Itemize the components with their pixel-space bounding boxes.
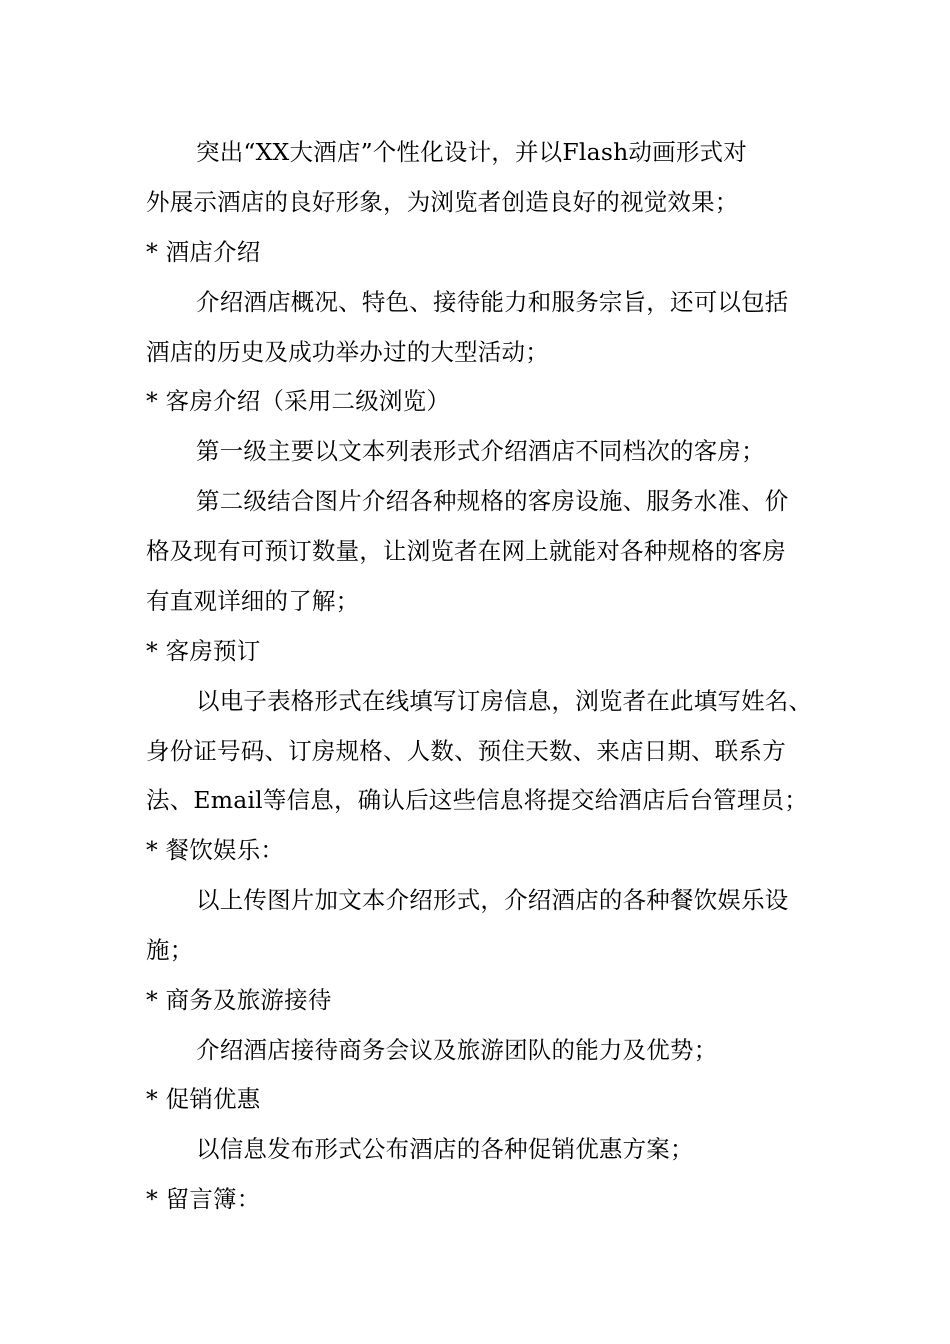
paragraph-line: 有直观详细的了解； <box>146 587 360 615</box>
paragraph-line: 第二级结合图片介绍各种规格的客房设施、服务水准、价 <box>196 487 789 515</box>
paragraph-line: 第一级主要以文本列表形式介绍酒店不同档次的客房； <box>196 437 765 465</box>
section-heading: * 商务及旅游接待 <box>146 986 332 1014</box>
section-heading: * 留言簿： <box>146 1185 261 1213</box>
section-heading: * 客房介绍（采用二级浏览） <box>146 387 451 415</box>
paragraph-line: 身份证号码、订房规格、人数、预住天数、来店日期、联系方 <box>146 737 786 765</box>
section-heading: * 餐饮娱乐： <box>146 836 285 864</box>
paragraph-line: 酒店的历史及成功举办过的大型活动； <box>146 338 549 366</box>
paragraph-line: 介绍酒店接待商务会议及旅游团队的能力及优势； <box>196 1036 718 1064</box>
section-heading: * 酒店介绍 <box>146 238 261 266</box>
paragraph-line: 施； <box>146 936 194 964</box>
paragraph-line: 以信息发布形式公布酒店的各种促销优惠方案； <box>196 1135 694 1163</box>
section-heading: * 促销优惠 <box>146 1085 261 1113</box>
paragraph-line: 以电子表格形式在线填写订房信息，浏览者在此填写姓名、 <box>196 687 813 715</box>
paragraph-line: 突出“XX大酒店”个性化设计，并以Flash动画形式对 <box>196 138 747 166</box>
paragraph-line: 格及现有可预订数量，让浏览者在网上就能对各种规格的客房 <box>146 537 786 565</box>
paragraph-line: 介绍酒店概况、特色、接待能力和服务宗旨，还可以包括 <box>196 288 789 316</box>
section-heading: * 客房预订 <box>146 637 261 665</box>
paragraph-line: 以上传图片加文本介绍形式，介绍酒店的各种餐饮娱乐设 <box>196 886 789 914</box>
paragraph-line: 法、Email等信息，确认后这些信息将提交给酒店后台管理员； <box>146 786 808 814</box>
paragraph-line: 外展示酒店的良好形象，为浏览者创造良好的视觉效果； <box>146 188 739 216</box>
